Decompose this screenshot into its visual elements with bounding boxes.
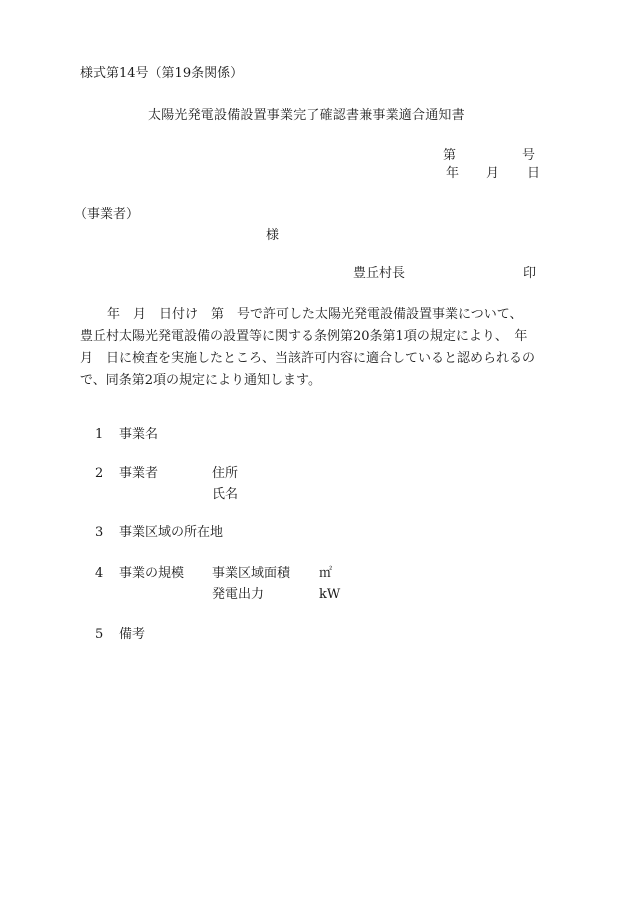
item-label-operator: 事業者 <box>119 466 159 481</box>
item-number: 1 <box>95 427 104 442</box>
item-sub-address: 住所 <box>212 466 239 481</box>
item-number: 4 <box>95 566 104 581</box>
issue-number-prefix: 第 <box>443 148 457 163</box>
date-day: 日 <box>527 166 541 181</box>
item-sub-name: 氏名 <box>212 487 239 502</box>
form-number: 様式第14号（第19条関係） <box>80 66 244 81</box>
item-sub-output: 発電出力 <box>212 587 265 602</box>
notice-body <box>80 304 556 392</box>
item-sub-area: 事業区域面積 <box>212 566 291 581</box>
addressee-honorific: 様 <box>266 228 280 243</box>
seal-mark: 印 <box>523 266 537 281</box>
body-line: で、同条第2項の規定により通知します。 <box>80 373 321 388</box>
body-line: 豊丘村太陽光発電設備の設置等に関する条例第20条第1項の規定により、 年 <box>80 329 528 344</box>
issue-number-suffix: 号 <box>522 148 536 163</box>
item-label-remarks: 備考 <box>119 627 146 642</box>
document-title: 太陽光発電設備設置事業完了確認書兼事業適合通知書 <box>148 108 465 123</box>
item-number: 5 <box>95 627 104 642</box>
item-label-location: 事業区域の所在地 <box>119 525 224 540</box>
issuer-name: 豊丘村長 <box>353 266 406 281</box>
body-line: 月 日に検査を実施したところ、当該許可内容に適合していると認められるの <box>80 351 536 366</box>
item-unit-area: ㎡ <box>319 566 333 581</box>
date-year: 年 <box>446 166 460 181</box>
date-month: 月 <box>486 166 500 181</box>
item-unit-output: kW <box>319 587 341 602</box>
body-line: 年 月 日付け 第 号で許可した太陽光発電設備設置事業について、 <box>107 307 523 322</box>
item-number: 3 <box>95 525 104 540</box>
item-label-project-name: 事業名 <box>119 427 159 442</box>
addressee-label: （事業者） <box>74 207 140 222</box>
item-label-scale: 事業の規模 <box>119 566 185 581</box>
item-number: 2 <box>95 466 104 481</box>
